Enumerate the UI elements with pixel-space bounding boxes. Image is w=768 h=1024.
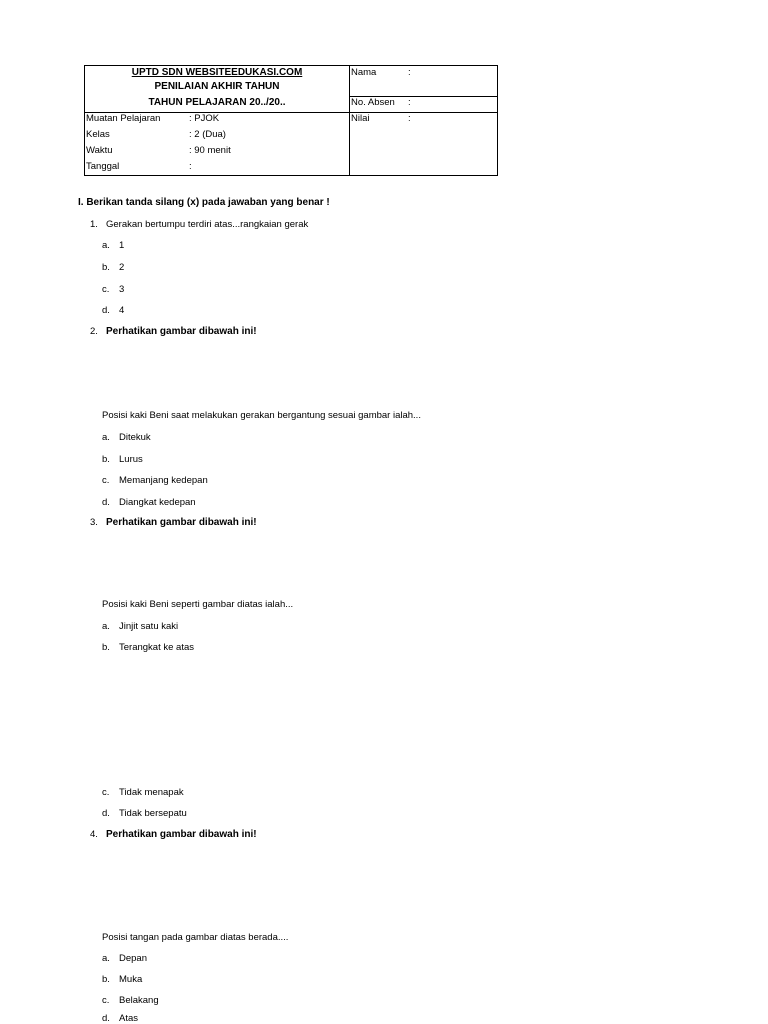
option-text: Belakang [119, 995, 159, 1006]
question-stem: Posisi kaki Beni seperti gambar diatas ialah... [102, 599, 294, 610]
field-value: : 90 menit [189, 145, 231, 156]
table-divider [349, 66, 350, 175]
option-letter: a. [102, 953, 110, 964]
option-letter: a. [102, 621, 110, 632]
field-label: Kelas [86, 129, 110, 140]
option-letter: a. [102, 432, 110, 443]
question-text: Perhatikan gambar dibawah ini! [106, 326, 257, 337]
option-text: Diangkat kedepan [119, 497, 196, 508]
option-letter: b. [102, 262, 110, 273]
field-value: : PJOK [189, 113, 220, 124]
field-label: Nama [351, 67, 377, 78]
option-text: 3 [119, 284, 125, 295]
school-name: UPTD SDN WEBSITEEDUKASI.COM [131, 67, 303, 78]
option-text: Terangkat ke atas [119, 642, 194, 653]
option-text: Tidak bersepatu [119, 808, 187, 819]
option-text: Jinjit satu kaki [119, 621, 179, 632]
question-stem: Posisi tangan pada gambar diatas berada.... [102, 932, 289, 943]
option-letter: d. [102, 305, 110, 316]
option-text: 1 [119, 240, 125, 251]
option-text: Ditekuk [119, 432, 151, 443]
question-number: 3. [90, 517, 98, 528]
question-text: Gerakan bertumpu terdiri atas...rangkaian gerak [106, 219, 309, 230]
option-text: Depan [119, 953, 147, 964]
question-text: Perhatikan gambar dibawah ini! [106, 829, 257, 840]
option-letter: b. [102, 454, 110, 465]
option-text: Lurus [119, 454, 143, 465]
option-text: Tidak menapak [119, 787, 184, 798]
field-label: Muatan Pelajaran [86, 113, 161, 124]
field-label: Nilai [351, 113, 370, 124]
table-divider [349, 112, 497, 113]
option-text: 2 [119, 262, 125, 273]
question-number: 2. [90, 326, 98, 337]
exam-title: PENILAIAN AKHIR TAHUN [154, 81, 280, 92]
option-text: Memanjang kedepan [119, 475, 208, 486]
option-text: Atas [119, 1013, 139, 1024]
option-letter: d. [102, 497, 110, 508]
field-value: : [189, 161, 192, 172]
option-letter: c. [102, 787, 110, 798]
option-letter: c. [102, 995, 110, 1006]
option-letter: c. [102, 475, 110, 486]
option-letter: a. [102, 240, 110, 251]
question-number: 4. [90, 829, 98, 840]
option-letter: d. [102, 808, 110, 819]
field-label: Waktu [86, 145, 113, 156]
header-table [84, 65, 498, 176]
option-letter: b. [102, 642, 110, 653]
question-text: Perhatikan gambar dibawah ini! [106, 517, 257, 528]
field-colon: : [408, 97, 411, 108]
field-colon: : [408, 67, 411, 78]
field-label: No. Absen [351, 97, 395, 108]
option-text: 4 [119, 305, 125, 316]
question-stem: Posisi kaki Beni saat melakukan gerakan bergantung sesuai gambar ialah... [102, 410, 421, 421]
option-text: Muka [119, 974, 143, 985]
option-letter: b. [102, 974, 110, 985]
option-letter: c. [102, 284, 110, 295]
field-colon: : [408, 113, 411, 124]
question-number: 1. [90, 219, 98, 230]
field-label: Tanggal [86, 161, 120, 172]
field-value: : 2 (Dua) [189, 129, 226, 140]
option-letter: d. [102, 1013, 110, 1024]
section-title: I. Berikan tanda silang (x) pada jawaban yang benar ! [78, 197, 330, 208]
academic-year: TAHUN PELAJARAN 20../20.. [148, 97, 286, 108]
